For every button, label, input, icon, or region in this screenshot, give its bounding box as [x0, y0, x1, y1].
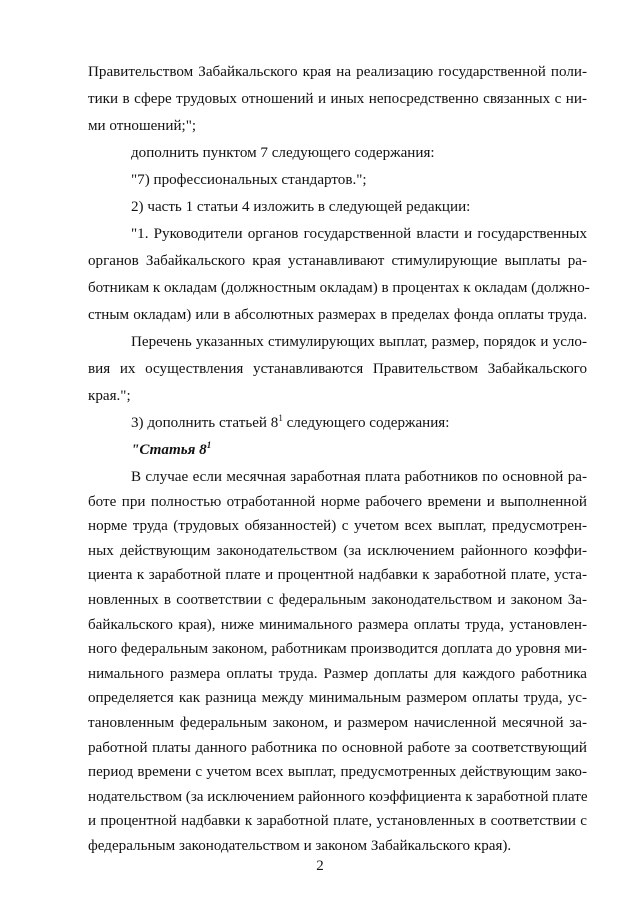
page-number: 2 [316, 858, 324, 874]
text-line: края."; [88, 388, 131, 404]
text-line: В случае если месячная заработная плата работников по основной ра- [131, 469, 587, 485]
text-line: стным окладам) или в абсолютных размерах в пределах фонда оплаты труда. [88, 307, 587, 323]
text-line: ми отношений;"; [88, 118, 197, 134]
text-line: байкальского края), ниже минимального размера оплаты труда, установлен- [88, 616, 587, 633]
text-line: определяется как разница между минимальным размером оплаты труда, ус- [88, 690, 587, 707]
text-line: ботникам к окладам (должностным окладам) в процентах к окладам (должно- [88, 280, 590, 296]
text-line: нодательством (за исключением районного коэффициента к заработной плате [88, 788, 588, 805]
text-line: циента к заработной плате и процентной надбавки к заработной плате, уста- [88, 567, 587, 584]
superscript: 1 [278, 413, 283, 423]
text-line: федеральным законодательством и законом Забайкальского края). [88, 838, 512, 854]
text-line: и процентной надбавки к заработной плате, установленных в соответствии с [88, 813, 587, 830]
text-line: новленных в соответствии с федеральным законодательством и законом За- [88, 592, 587, 608]
text-line: 2) часть 1 статьи 4 изложить в следующей редакции: [131, 199, 471, 215]
text-line: боте при полностью отработанной норме рабочего времени и выполненной [88, 493, 587, 510]
text-fragment: 3) дополнить статьей 8 [131, 415, 279, 431]
text-line: тики в сфере трудовых отношений и иных непосредственно связанных с ни- [88, 91, 587, 107]
text-line: работной платы данного работника по основной работе за соответствующий [88, 739, 587, 756]
text-line: норме труда (трудовых обязанностей) с учетом всех выплат, предусмотрен- [88, 518, 587, 535]
text-line: период времени с учетом всех выплат, предусмотренных действующим зако- [88, 764, 587, 781]
text-line: ных действующим законодательством (за исключением районного коэффи- [88, 542, 587, 559]
text-line: нимального размера оплаты труда. Размер доплаты для каждого работника [88, 665, 587, 682]
text-line: Перечень указанных стимулирующих выплат, размер, порядок и усло- [131, 334, 587, 350]
superscript: 1 [206, 440, 212, 450]
text-line: ного федеральным законом, работникам производится доплата до уровня ми- [88, 641, 587, 658]
article-heading-text: "Статья 8 [131, 442, 207, 458]
text-line: дополнить пунктом 7 следующего содержания: [131, 145, 435, 161]
text-line: "1. Руководители органов государственной власти и государственных [131, 226, 587, 242]
text-fragment: следующего содержания: [282, 415, 450, 431]
text-line: тановленным федеральным законом, и размером начисленной месячной за- [88, 715, 587, 731]
text-line: "7) профессиональных стандартов."; [131, 172, 367, 188]
text-line: Правительством Забайкальского края на реализацию государственной поли- [88, 64, 587, 80]
article-heading [131, 440, 587, 461]
text-line [131, 413, 587, 434]
text-line: вия их осуществления устанавливаются Правительством Забайкальского [88, 361, 587, 377]
text-line: органов Забайкальского края устанавливают стимулирующие выплаты ра- [88, 253, 587, 269]
